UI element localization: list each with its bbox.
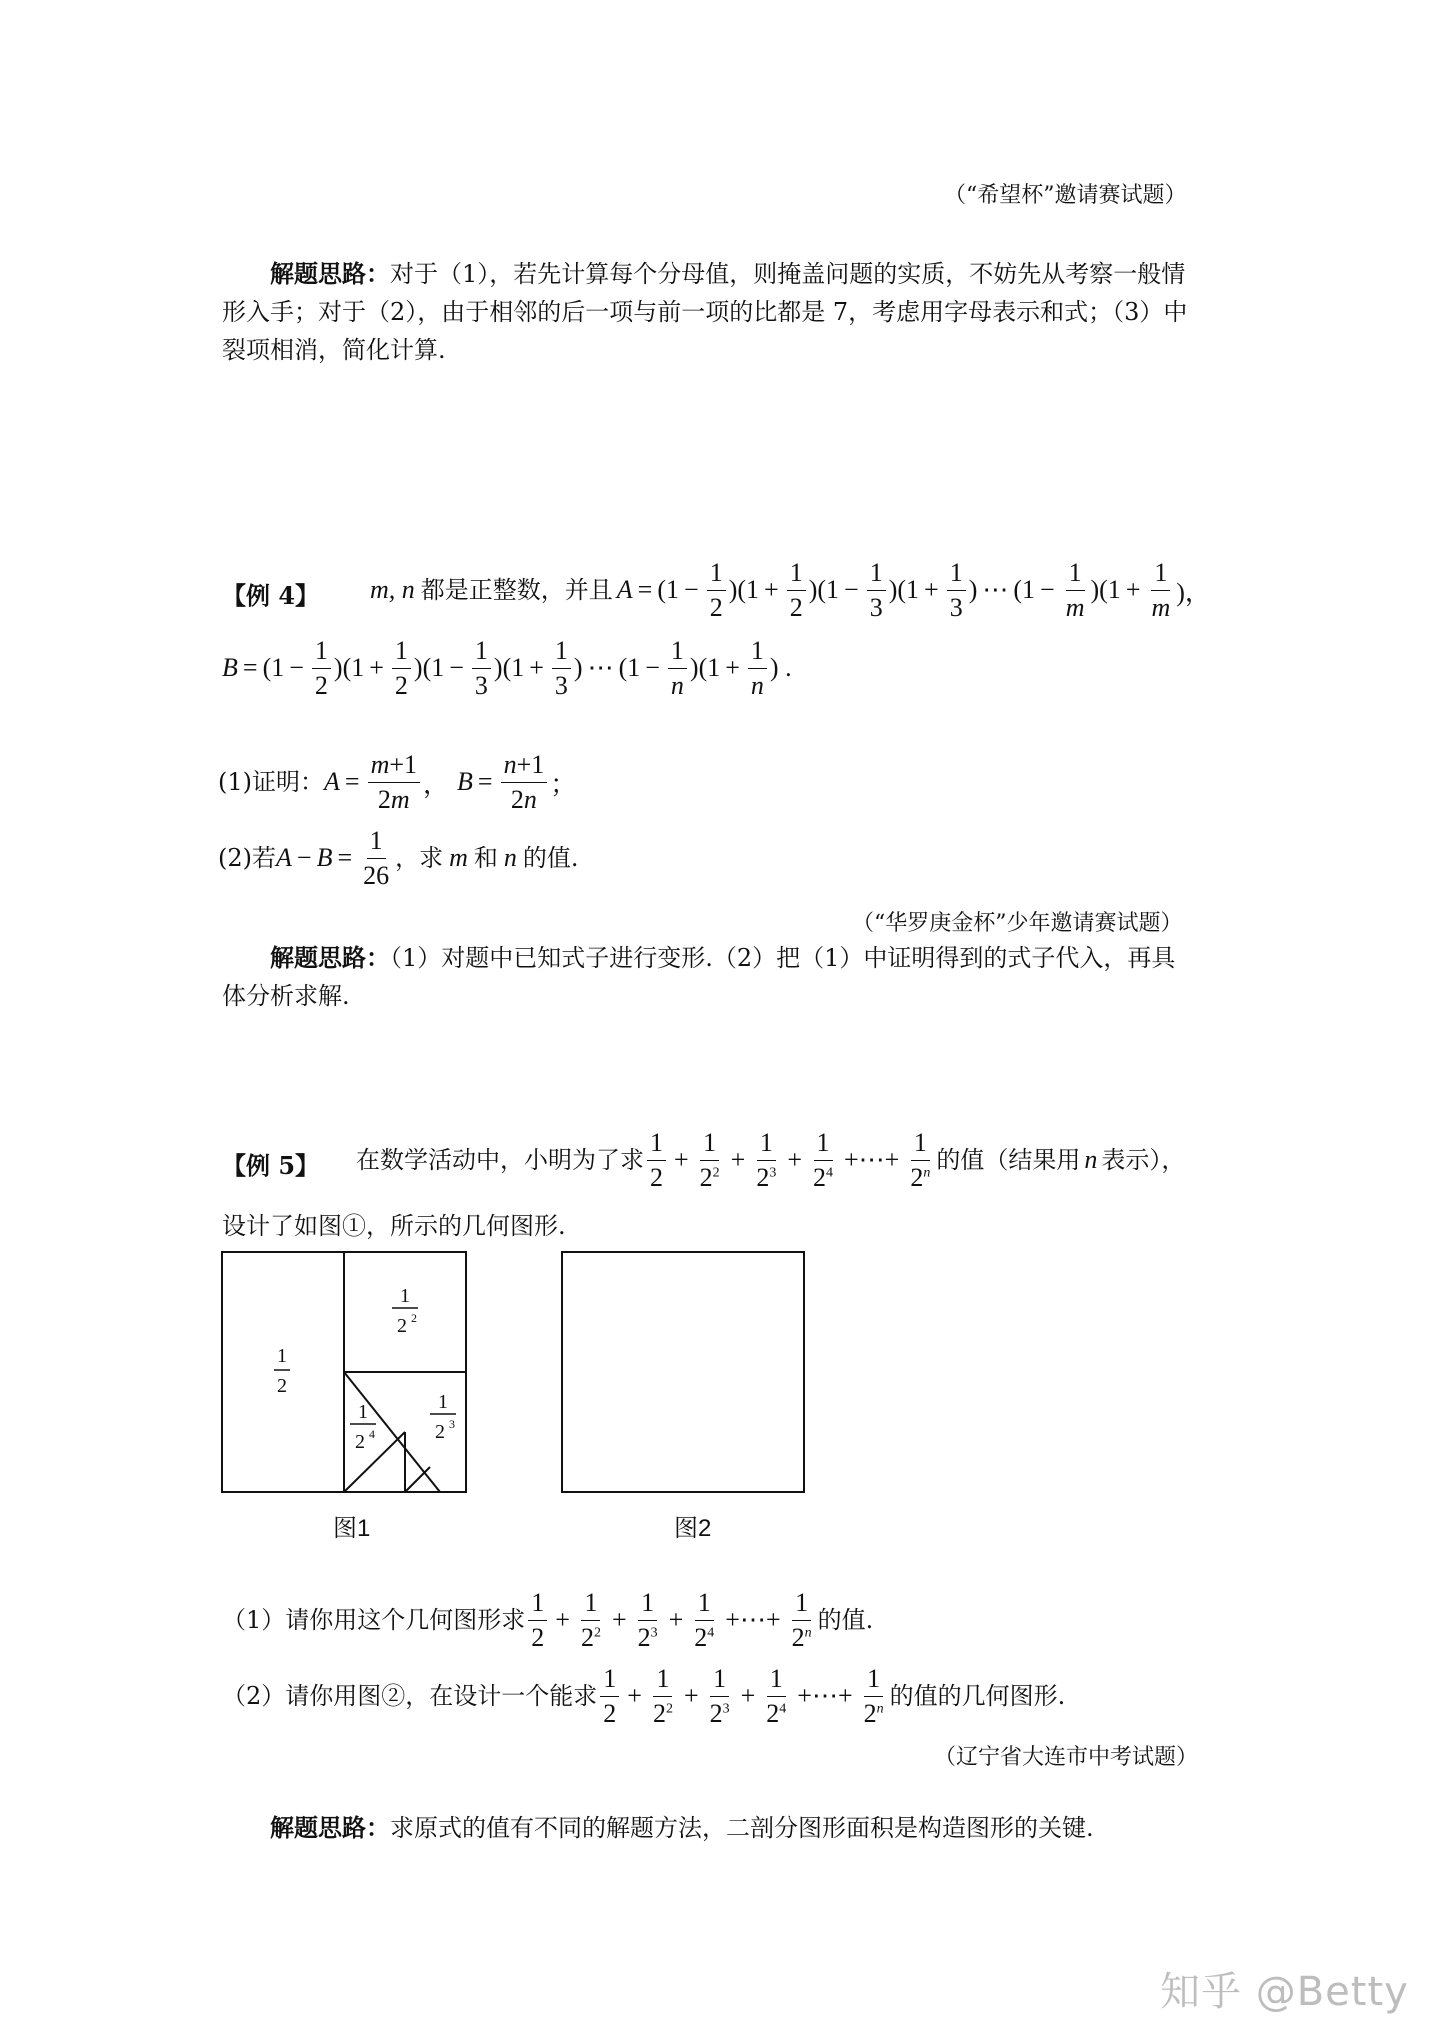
figure-2-caption: 图2 [674,1515,712,1542]
fig1-label-half-num: 1 [277,1345,287,1367]
example5-line2: 设计了如图①，所示的几何图形. [222,1212,566,1240]
hint-label: 解题思路： [270,259,390,288]
svg-text:2: 2 [355,1431,365,1453]
example5-question1: （1）请你用这个几何图形求 1 2 + $\frac{1}{2^2}$ + $\frac{1}{2^3}$ + $\frac{1}{2^4}$ +⋯+ $\frac{1}{2^n}$ 的值. [222,1588,874,1652]
hint1-line1: 解题思路：对于（1），若先计算每个分母值，则掩盖问题的实质，不妨先从考察一般情 [270,259,1186,288]
example5-question2: （2）请你用图②，在设计一个能求 1 2 + $\frac{1}{2^2}$ + $\frac{1}{2^3}$ + $\frac{1}{2^4}$ +⋯+ $\frac{1}{2^n}$ 的值的几何图形. [222,1664,1066,1728]
formula-A: A = (1 − $\frac{1}{2}$ )(1 + $\frac{1}{2}$ )(1 − $\frac{1}{3}$ )(1 + $\frac{1}{3}$ ) ⋯ (1 − $\frac{1}{m}$ )(1 + $\frac{1}{m}$ )， [616,558,1211,622]
svg-text:4: 4 [369,1427,375,1441]
formula-B: B = (1 − $\frac{1}{2}$ )(1 + $\frac{1}{2}$ )(1 − $\frac{1}{3}$ )(1 + $\frac{1}{3}$ ) ⋯ (1 − $\frac{1}{n}$ )(1 + $\frac{1}{n}$ ) . [222,636,792,700]
example4-part1: (1)证明： A = $\frac{m+1}{2m}$ ， B = $\frac{n+1}{2n}$ ； [218,750,577,814]
example5-intro: 在数学活动中，小明为了求 1 2 + $\frac{1}{2^2}$ + $\frac{1}{2^3}$ + $\frac{1}{2^4}$ +⋯+ $\frac{1}{2^n}$ 的值（结果用 n 表示）， [356,1128,1186,1192]
figure-1-caption: 图1 [333,1515,371,1542]
svg-text:1: 1 [438,1391,448,1413]
example5-label: 【例 5】 [222,1151,320,1180]
fig2-square [562,1252,804,1492]
svg-text:2: 2 [277,1375,287,1397]
series-formula: 1 2 + $\frac{1}{2^2}$ + $\frac{1}{2^3}$ + $\frac{1}{2^4}$ +⋯+ $\frac{1}{2^n}$ [644,1128,936,1193]
svg-text:2: 2 [435,1421,445,1443]
figure-2 [560,1250,808,1496]
figure-1 [220,1250,470,1496]
watermark: 知乎 @Betty [1160,1969,1409,2015]
svg-text:1: 1 [400,1285,410,1307]
example4-label: 【例 4】 [222,581,320,610]
hint1-line3: 裂项相消，简化计算. [222,336,446,364]
svg-text:1: 1 [358,1401,368,1423]
example4-hint-line1: 解题思路：（1）对题中已知式子进行变形.（2）把（1）中证明得到的式子代入，再具 [270,943,1176,972]
svg-text:2: 2 [411,1311,417,1325]
hint1-line2: 形入手；对于（2），由于相邻的后一项与前一项的比都是 7，考虑用字母表示和式；（3）中 [222,298,1188,326]
example4-intro: m, n 都是正整数，并且 A = (1 − $\frac{1}{2}$ )(1 + $\frac{1}{2}$ )(1 − $\frac{1}{3}$ )(1 + $\frac{1}{3}$ ) ⋯ (1 − $\frac{1}{m}$ )(1 + $\frac{1}{m}$ )， [370,558,1211,622]
svg-text:3: 3 [449,1417,455,1431]
example5-hint: 解题思路：求原式的值有不同的解题方法，二剖分图形面积是构造图形的关键. [270,1813,1094,1842]
example4-source: （“华罗庚金杯”少年邀请赛试题） [852,911,1183,936]
source-xiwangbei: （“希望杯”邀请赛试题） [944,183,1187,208]
example5-source: （辽宁省大连市中考试题） [934,1745,1199,1770]
example4-part2: (2)若 A − B = $\frac{1}{26}$ ，求 m 和 n 的值. [218,826,579,890]
example4-hint-line2: 体分析求解. [222,982,350,1010]
svg-text:2: 2 [397,1315,407,1337]
